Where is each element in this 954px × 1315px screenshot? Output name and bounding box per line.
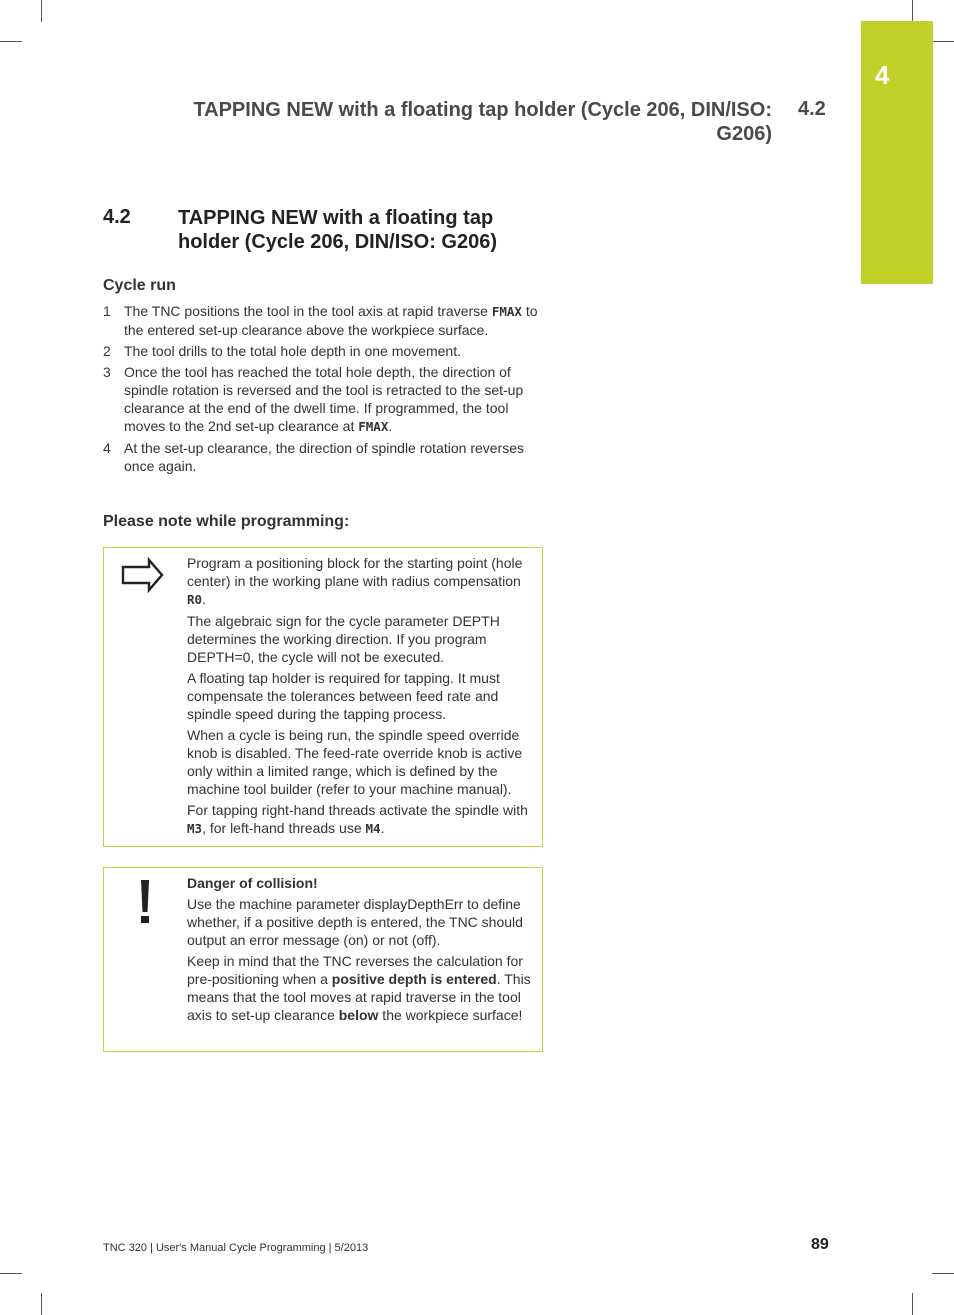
cycle-run-steps bbox=[103, 302, 543, 478]
note-paragraph: Program a positioning block for the starting point (hole center) in the working plane with radius compensation R0. bbox=[187, 555, 523, 607]
step-text: The TNC positions the tool in the tool axis at rapid traverse FMAX to the entered set-up clearance above the workpiece surface. bbox=[124, 303, 538, 338]
crop-mark bbox=[932, 41, 954, 42]
step-number: 4 bbox=[103, 440, 111, 456]
chapter-tab bbox=[861, 21, 933, 284]
warning-title: Danger of collision! bbox=[187, 875, 318, 891]
warning-paragraph: Use the machine parameter displayDepthErr to define whether, if a positive depth is entered, the TNC should output an error message (on) or not (off). bbox=[187, 896, 523, 948]
crop-mark bbox=[912, 1293, 913, 1315]
crop-mark bbox=[41, 1293, 42, 1315]
note-paragraph: A floating tap holder is required for tapping. It must compensate the tolerances between feed rate and spindle speed during the tapping process. bbox=[187, 670, 500, 722]
list-item bbox=[103, 439, 543, 475]
list-item bbox=[103, 363, 543, 436]
note-content bbox=[187, 548, 542, 849]
step-text: At the set-up clearance, the direction of spindle rotation reverses once again. bbox=[124, 440, 524, 474]
chapter-tab-number: 4 bbox=[875, 60, 890, 90]
note-paragraph: The algebraic sign for the cycle parameter DEPTH determines the working direction. If you program DEPTH=0, the cycle will not be executed. bbox=[187, 613, 500, 665]
note-paragraph: When a cycle is being run, the spindle speed override knob is disabled. The feed-rate override knob is active only within a limited range, which is defined by the machine tool builder (refer to your machine manual). bbox=[187, 727, 523, 797]
step-number: 2 bbox=[103, 343, 111, 359]
section-title: TAPPING NEW with a floating tap holder (Cycle 206, DIN/ISO: G206) bbox=[178, 207, 497, 253]
section-number: 4.2 bbox=[103, 206, 131, 228]
step-number: 1 bbox=[103, 303, 111, 319]
crop-mark bbox=[912, 0, 913, 22]
arrow-right-icon bbox=[104, 548, 186, 846]
note-heading: Please note while programming: bbox=[103, 513, 350, 530]
crop-mark bbox=[0, 41, 22, 42]
note-box bbox=[103, 547, 543, 847]
list-item bbox=[103, 342, 543, 360]
running-header-number: 4.2 bbox=[798, 98, 826, 120]
note-paragraph: For tapping right-hand threads activate the spindle with M3, for left-hand threads use M4. bbox=[187, 802, 528, 836]
warning-content bbox=[187, 868, 542, 1035]
step-text: The tool drills to the total hole depth in one movement. bbox=[124, 343, 461, 359]
crop-mark bbox=[932, 1273, 954, 1274]
step-number: 3 bbox=[103, 364, 111, 380]
footer-text: TNC 320 | User's Manual Cycle Programming | 5/2013 bbox=[103, 1242, 369, 1254]
cycle-run-heading: Cycle run bbox=[103, 277, 176, 294]
step-text: Once the tool has reached the total hole depth, the direction of spindle rotation is reversed and the tool is retracted to the set-up clearance at the end of the dwell time. If programmed, the tool moves to the 2nd set-up clearance at FMAX. bbox=[124, 364, 524, 434]
crop-mark bbox=[41, 0, 42, 22]
page-number: 89 bbox=[811, 1236, 829, 1253]
exclamation-icon bbox=[104, 868, 186, 1051]
running-header-title: TAPPING NEW with a floating tap holder (Cycle 206, DIN/ISO: G206) bbox=[193, 99, 772, 145]
warning-paragraph: Keep in mind that the TNC reverses the calculation for pre-positioning when a positive depth is entered. This means that the tool moves at rapid traverse in the tool axis to set-up clearance below the workpiece surface! bbox=[187, 953, 531, 1023]
crop-mark bbox=[0, 1273, 22, 1274]
list-item bbox=[103, 302, 543, 339]
warning-box bbox=[103, 867, 543, 1052]
